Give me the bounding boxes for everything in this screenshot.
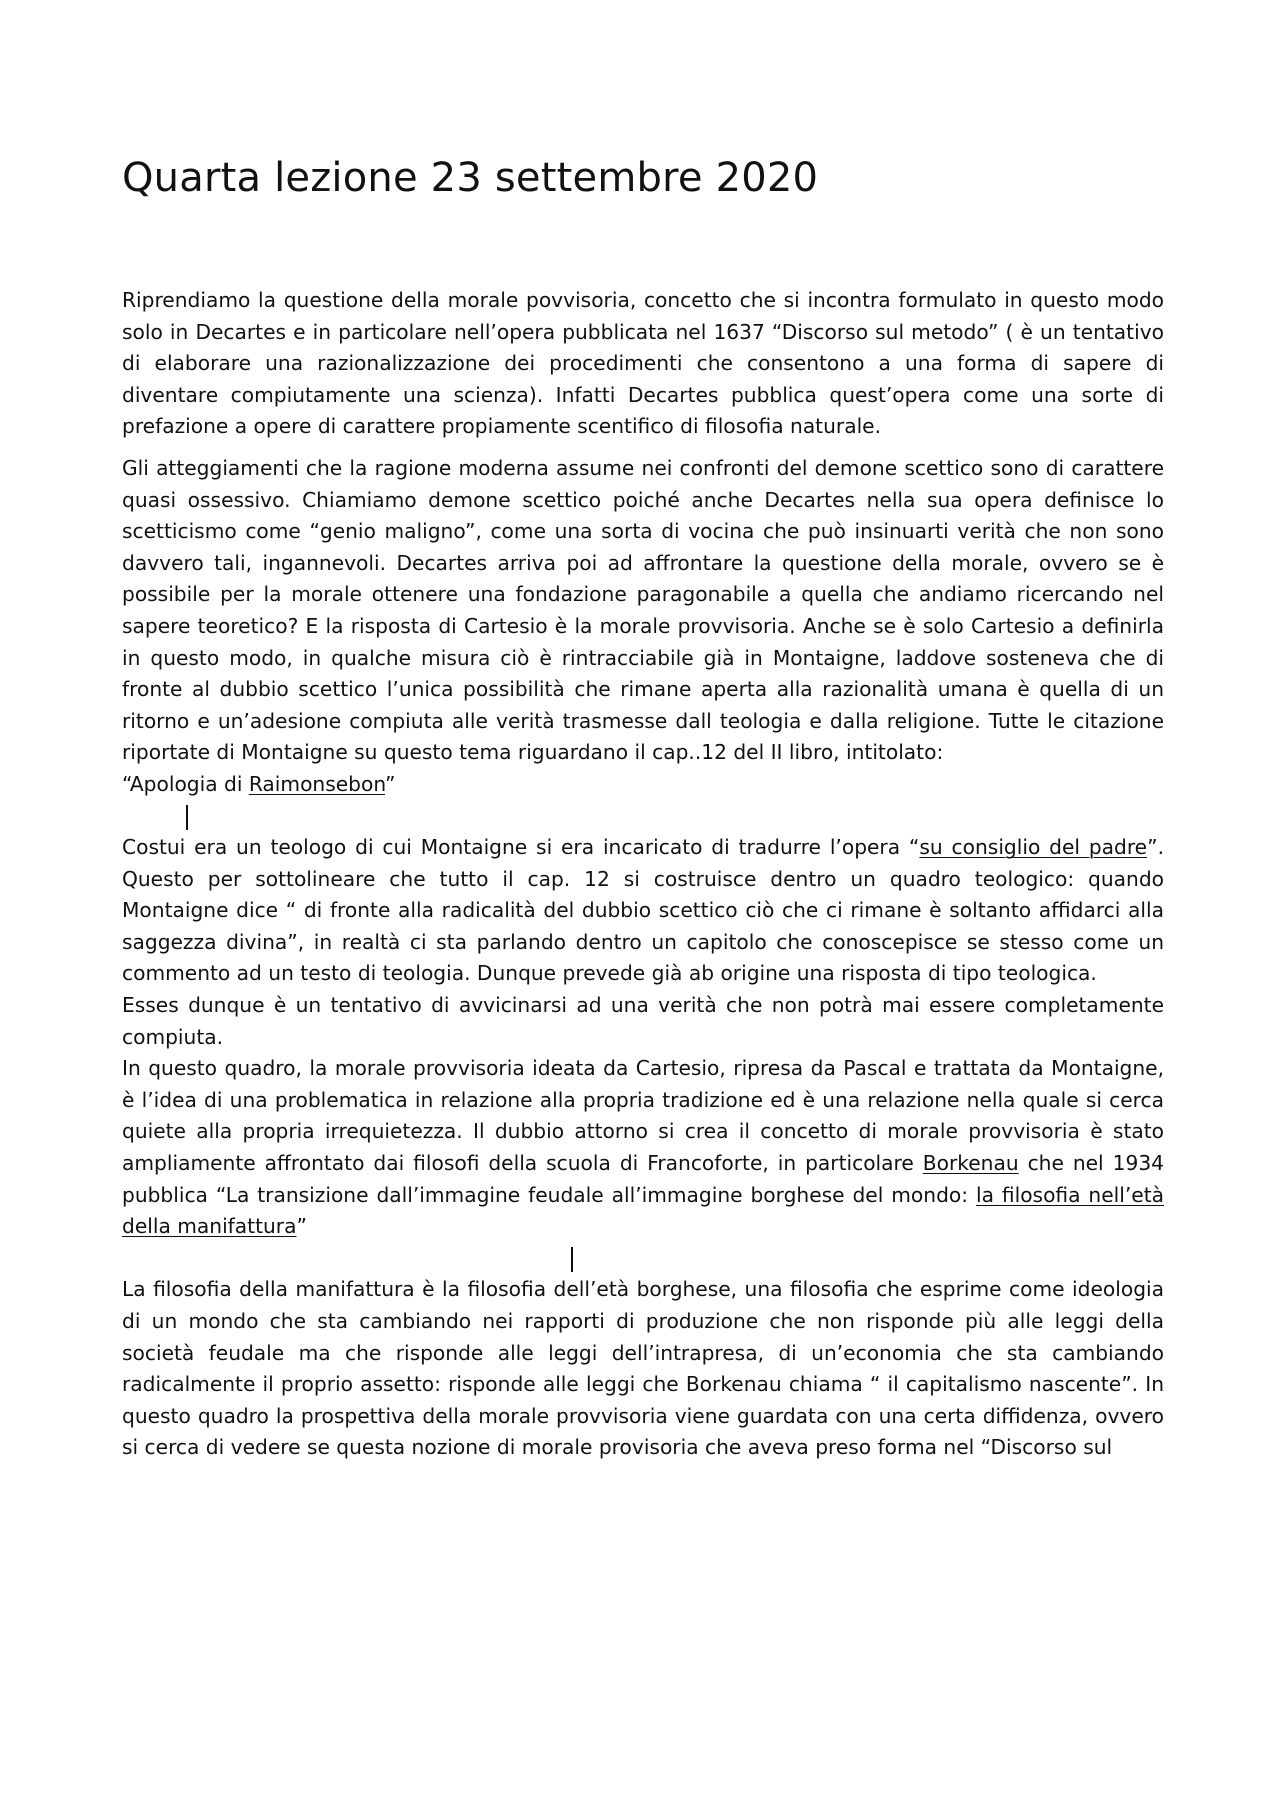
paragraph-morale-provvisoria: Riprendiamo la questione della morale povvisoria, concetto che si incontra formulato in questo modo solo in Decartes e in particolare nell’opera pubblicata nel 1637 “Discorso sul metodo” ( è un tentativo di elaborare una razionalizzazione dei procedimenti che consentono a una forma di sapere di diventare compiutamente una scienza). Infatti Decartes pubblica quest’opera come una sorte di prefazione a opere di carattere propiamente scentifico di filosofia naturale. bbox=[122, 288, 1164, 439]
paragraph-borkenau bbox=[122, 1053, 1164, 1243]
document-title: Quarta lezione 23 settembre 2020 bbox=[122, 155, 819, 201]
paragraph-apologia-title bbox=[122, 769, 1164, 801]
borkenau-middle: che nel 1934 pubblica “La transizione dall’immagine feudale all’immagine borghese del mondo: bbox=[122, 1151, 1165, 1207]
costui-prefix: Costui era un teologo di cui Montaigne si era incaricato di tradurre l’opera “ bbox=[122, 835, 920, 860]
text-cursor-row-2 bbox=[122, 1243, 1164, 1275]
text-cursor-row bbox=[122, 801, 1164, 833]
borkenau-prefix: In questo quadro, la morale provvisoria ideata da Cartesio, ripresa da Pascal e trattata da Montaigne, è l’idea di una problematica in relazione alla propria tradizione ed è una relazione nella quale si cerca quiete alla propria irrequietezza. Il dubbio attorno si crea il concetto di morale provvisoria è stato ampliamente affrontato dai filosofi della scuola di Francoforte, in particolare bbox=[122, 1056, 1164, 1176]
costui-rest: ”. Questo per sottolineare che tutto il cap. 12 si costruisce dentro un quadro teologico: quando Montaigne dice “ di fronte alla radicalità del dubbio scettico ciò che ci rimane è soltanto affidarci alla saggezza divina”, in realtà ci sta parlando dentro un capitolo che conoscepisce se stesso come un commento ad un testo di teologia. Dunque prevede già ab origine una risposta di tipo teologica. bbox=[122, 835, 1164, 986]
raimonsebon-underlined: Raimonsebon bbox=[248, 771, 386, 796]
paragraph-esses: Esses dunque è un tentativo di avvicinarsi ad una verità che non potrà mai essere completamente compiuta. bbox=[122, 993, 1164, 1049]
paragraph-demone-scettico: Gli atteggiamenti che la ragione moderna assume nei confronti del demone scettico sono di carattere quasi ossessivo. Chiamiamo demone scettico poiché anche Decartes nella sua opera definisce lo scetticismo come “genio maligno”, come una sorta di vocina che può insinuarti verità che non sono davvero tali, ingannevoli. Decartes arriva poi ad affrontare la questione della morale, ovvero se è possibile per la morale ottenere una fondazione paragonabile a quella che andiamo ricercando nel sapere teoretico? E la risposta di Cartesio è la morale provvisoria. Anche se è solo Cartesio a definirla in questo modo, in qualche misura ciò è rintracciabile già in Montaigne, laddove sosteneva che di fronte al dubbio scettico l’unica possibilità che rimane aperta alla razionalità umana è quella di un ritorno e un’adesione compiuta alle verità trasmesse dall teologia e dalla religione. Tutte le citazione riportate di Montaigne su questo tema riguardano il cap..12 del II libro, intitolato: bbox=[122, 455, 1164, 765]
document-body bbox=[122, 285, 1164, 1464]
paragraph-costui-teologo bbox=[122, 832, 1164, 990]
su-consiglio-underlined: su consiglio del padre bbox=[919, 835, 1148, 860]
borkenau-suffix: ” bbox=[296, 1214, 307, 1239]
borkenau-underlined: Borkenau bbox=[922, 1151, 1019, 1176]
apologia-suffix: ” bbox=[385, 771, 396, 796]
apologia-prefix: “Apologia di bbox=[122, 771, 249, 796]
filosofia-manifattura-underlined: la filosofia nell’età della manifattura bbox=[122, 1182, 1164, 1239]
text-cursor-marker-2 bbox=[571, 1247, 573, 1272]
text-cursor-marker bbox=[186, 805, 188, 830]
paragraph-filosofia-manifattura: La filosofia della manifattura è la filosofia dell’età borghese, una filosofia che esprime come ideologia di un mondo che sta cambiando nei rapporti di produzione che non risponde più alle leggi della società feudale ma che risponde alle leggi dell’intrapresa, di un’economia che sta cambiando radicalmente il proprio assetto: risponde alle leggi che Borkenau chiama “ il capitalismo nascente”. In questo quadro la prospettiva della morale provvisoria viene guardata con una certa diffidenza, ovvero si cerca di vedere se questa nozione di morale provisoria che aveva preso forma nel “Discorso sul bbox=[122, 1277, 1164, 1460]
